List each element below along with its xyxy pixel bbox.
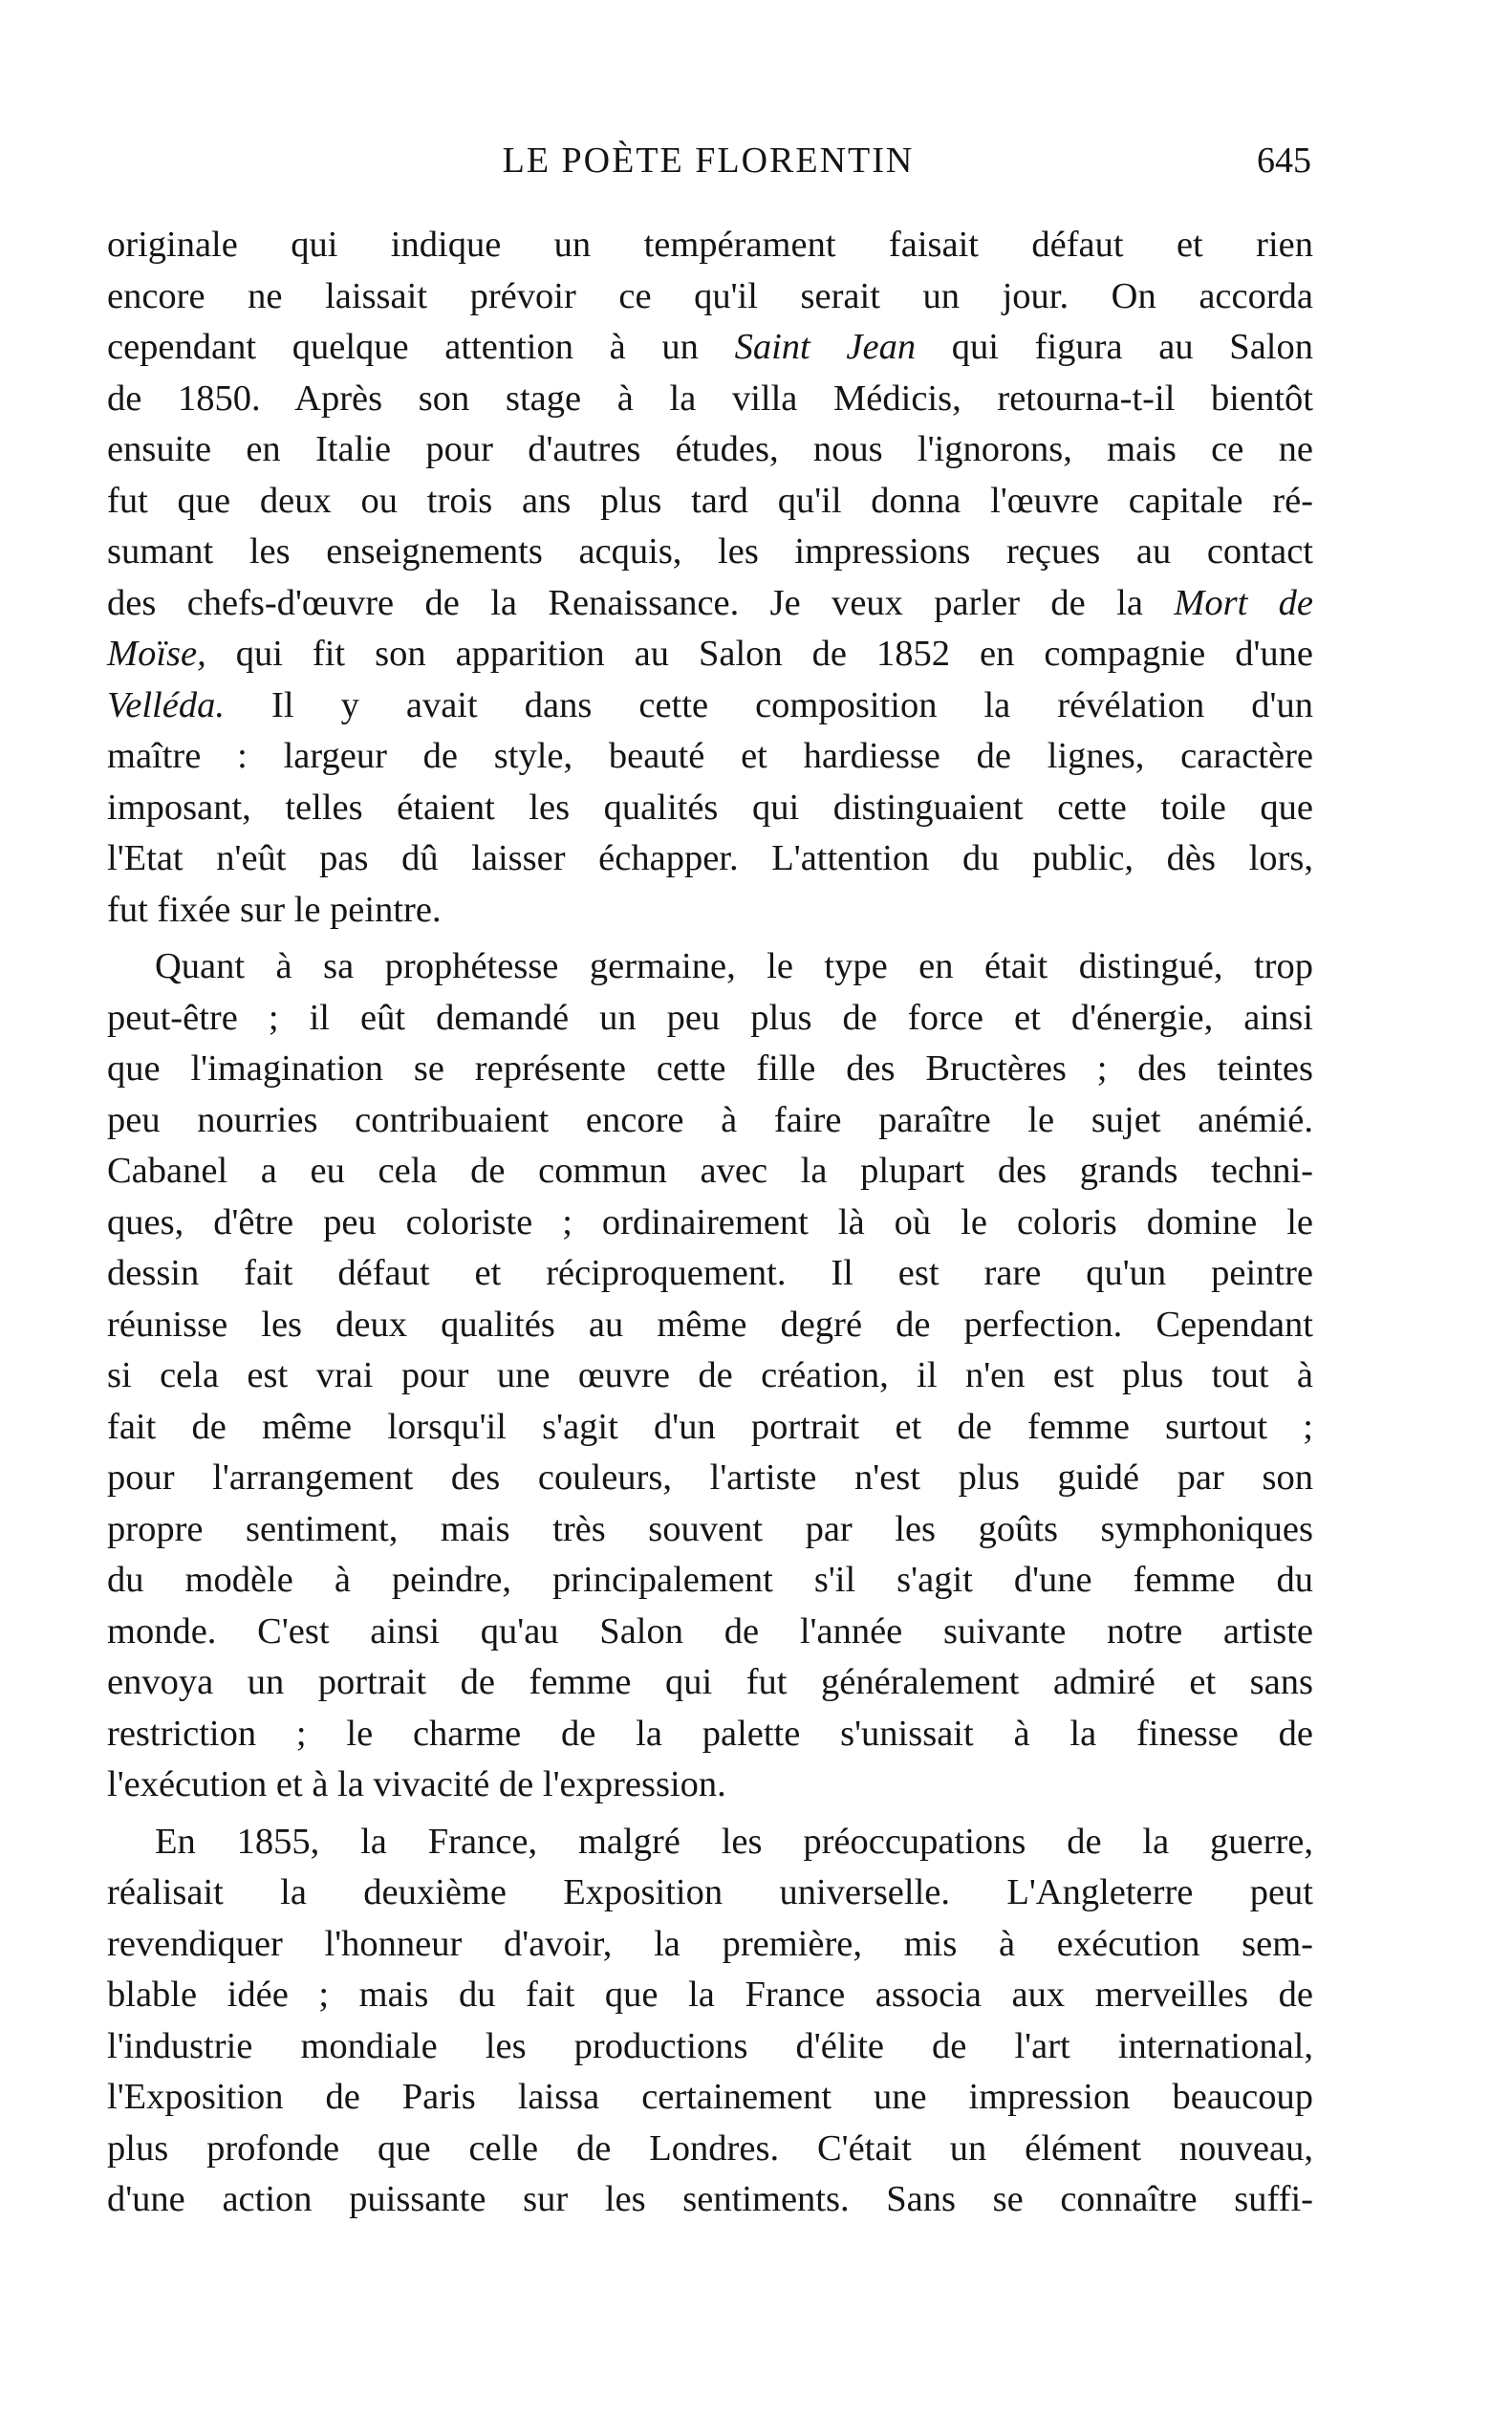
text-line bbox=[107, 1919, 1313, 1971]
text-line bbox=[107, 833, 1313, 885]
body-text bbox=[107, 220, 1313, 2226]
text-line bbox=[107, 322, 1313, 374]
text-line bbox=[107, 2021, 1313, 2073]
text-run: des chefs-d'œuvre de la Renaissance. Je veux parler de la bbox=[107, 582, 1175, 623]
page-number: 645 bbox=[1257, 140, 1311, 181]
text-run: En 1855, la France, malgré les préoccupations de la guerre, bbox=[155, 1821, 1313, 1862]
text-run: fait de même lorsqu'il s'agit d'un portrait et de femme surtout ; bbox=[107, 1406, 1313, 1447]
paragraph bbox=[107, 220, 1313, 936]
text-line bbox=[107, 680, 1313, 732]
text-run: d'une action puissante sur les sentiments. Sans se connaître suffi- bbox=[107, 2179, 1313, 2219]
text-line bbox=[107, 1970, 1313, 2021]
text-line bbox=[107, 2072, 1313, 2124]
text-line bbox=[107, 578, 1313, 630]
text-run: que l'imagination se représente cette fille des Bructères ; des teintes bbox=[107, 1048, 1313, 1089]
text-run: Cabanel a eu cela de commun avec la plupart des grands techni- bbox=[107, 1151, 1313, 1191]
text-line bbox=[107, 1504, 1313, 1556]
text-run: restriction ; le charme de la palette s'unissait à la finesse de bbox=[107, 1713, 1313, 1754]
text-run: imposant, telles étaient les qualités qui distinguaient cette toile que bbox=[107, 787, 1313, 828]
running-title: LE POÈTE FLORENTIN bbox=[502, 140, 915, 181]
text-run: maître : largeur de style, beauté et hardiesse de lignes, caractère bbox=[107, 736, 1313, 776]
text-line bbox=[107, 1146, 1313, 1198]
text-line bbox=[107, 424, 1313, 476]
text-line bbox=[107, 1657, 1313, 1709]
paragraph bbox=[107, 941, 1313, 1811]
text-run: encore ne laissait prévoir ce qu'il serait un jour. On accorda bbox=[107, 275, 1313, 316]
text-run: cependant quelque attention à un bbox=[107, 327, 735, 367]
text-run: envoya un portrait de femme qui fut généralement admiré et sans bbox=[107, 1662, 1313, 1702]
text-run: l'Exposition de Paris laissa certainement une impression beaucoup bbox=[107, 2077, 1313, 2117]
text-line bbox=[107, 527, 1313, 578]
text-line bbox=[107, 1300, 1313, 1351]
text-run: monde. C'est ainsi qu'au Salon de l'année suivante notre artiste bbox=[107, 1610, 1313, 1652]
text-run: peut-être ; il eût demandé un peu plus de force et d'énergie, ainsi bbox=[107, 997, 1313, 1038]
text-run: de 1850. Après son stage à la villa Médicis, retourna-t-il bientôt bbox=[107, 378, 1313, 419]
text-line bbox=[107, 1867, 1313, 1919]
text-line bbox=[107, 476, 1313, 528]
text-run: fut que deux ou trois ans plus tard qu'il donna l'œuvre capitale ré- bbox=[107, 480, 1313, 521]
text-line bbox=[107, 1709, 1313, 1760]
text-line bbox=[107, 1607, 1313, 1658]
text-line bbox=[107, 1402, 1313, 1454]
italic-title: Saint Jean bbox=[734, 327, 917, 367]
text-line bbox=[107, 993, 1313, 1045]
text-line bbox=[107, 2124, 1313, 2175]
text-line bbox=[107, 1248, 1313, 1300]
text-run: qui figura au Salon bbox=[916, 327, 1313, 367]
text-run: réalisait la deuxième Exposition universelle. L'Angleterre peut bbox=[107, 1872, 1313, 1912]
text-line bbox=[107, 271, 1313, 323]
text-line bbox=[107, 783, 1313, 834]
text-run: fut fixée sur le peintre. bbox=[107, 889, 442, 930]
text-run: Quant à sa prophétesse germaine, le type en était distingué, trop bbox=[155, 946, 1313, 986]
text-line bbox=[107, 1453, 1313, 1504]
text-line bbox=[107, 1198, 1313, 1249]
text-run: blable idée ; mais du fait que la France associa aux merveilles de bbox=[107, 1975, 1313, 2015]
text-run: peu nourries contribuaient encore à faire paraître le sujet anémié. bbox=[107, 1099, 1313, 1140]
text-line bbox=[107, 1044, 1313, 1095]
running-header bbox=[105, 134, 1311, 187]
text-line bbox=[107, 220, 1313, 271]
paragraph bbox=[107, 1817, 1313, 2226]
text-run: qui fit son apparition au Salon de 1852 en compagnie d'une bbox=[205, 634, 1313, 674]
text-run: l'industrie mondiale les productions d'élite de l'art international, bbox=[107, 2025, 1313, 2066]
text-run: Il y avait dans cette composition la révélation d'un bbox=[224, 684, 1313, 725]
text-run: originale qui indique un tempérament faisait défaut et rien bbox=[107, 225, 1313, 265]
text-run: propre sentiment, mais très souvent par les goûts symphoniques bbox=[107, 1508, 1313, 1549]
text-run: réunisse les deux qualités au même degré de perfection. Cependant bbox=[107, 1304, 1313, 1345]
italic-title: Velléda. bbox=[107, 684, 225, 725]
text-run: si cela est vrai pour une œuvre de création, il n'en est plus tout à bbox=[107, 1355, 1313, 1395]
text-line bbox=[107, 1817, 1313, 1868]
text-run: ensuite en Italie pour d'autres études, nous l'ignorons, mais ce ne bbox=[107, 429, 1313, 469]
italic-title: Moïse, bbox=[107, 634, 206, 674]
text-line bbox=[107, 2174, 1313, 2226]
text-line bbox=[107, 629, 1313, 680]
text-line bbox=[107, 731, 1313, 783]
text-run: ques, d'être peu coloriste ; ordinairement là où le coloris domine le bbox=[107, 1201, 1313, 1242]
text-run: sumant les enseignements acquis, les impressions reçues au contact bbox=[107, 531, 1313, 572]
text-run: du modèle à peindre, principalement s'il s'agit d'une femme du bbox=[107, 1560, 1313, 1600]
text-run: l'Etat n'eût pas dû laisser échapper. L'attention du public, dès lors, bbox=[107, 838, 1313, 878]
text-run: plus profonde que celle de Londres. C'était un élément nouveau, bbox=[107, 2127, 1313, 2169]
italic-title: Mort de bbox=[1174, 582, 1313, 623]
text-line bbox=[107, 374, 1313, 425]
text-line bbox=[107, 1555, 1313, 1607]
text-run: dessin fait défaut et réciproquement. Il est rare qu'un peintre bbox=[107, 1253, 1313, 1293]
text-line bbox=[107, 1095, 1313, 1147]
text-line bbox=[107, 885, 1313, 937]
text-line bbox=[107, 1350, 1313, 1402]
text-line bbox=[107, 941, 1313, 993]
text-line bbox=[107, 1760, 1313, 1811]
text-run: revendiquer l'honneur d'avoir, la première, mis à exécution sem- bbox=[107, 1923, 1313, 1964]
text-run: pour l'arrangement des couleurs, l'artiste n'est plus guidé par son bbox=[107, 1457, 1313, 1498]
text-run: l'exécution et à la vivacité de l'expression. bbox=[107, 1764, 726, 1804]
